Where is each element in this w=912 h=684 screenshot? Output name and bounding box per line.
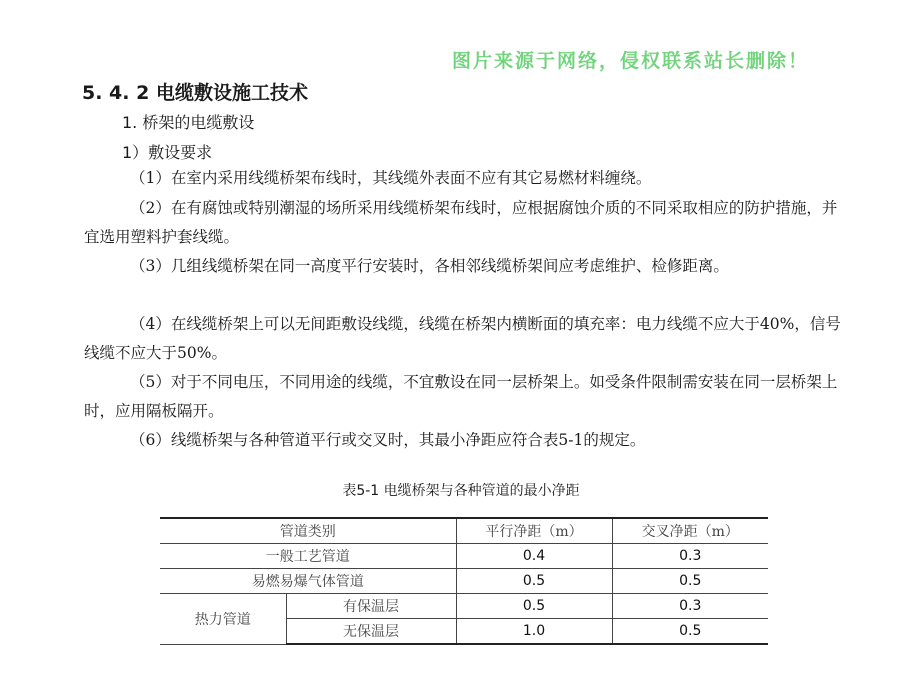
paragraph-3: （3）几组线缆桥架在同一高度平行安装时，各相邻线缆桥架间应考虑维护、检修距离。 bbox=[130, 257, 729, 275]
row-cross: 0.3 bbox=[612, 594, 768, 619]
paragraph-4: （4）在线缆桥架上可以无间距敷设线缆，线缆在桥架内横断面的填充率：电力线缆不应大于40%，信号线缆不应大于50%。 bbox=[84, 315, 841, 362]
paragraph-6: （6）线缆桥架与各种管道平行或交叉时，其最小净距应符合表5-1的规定。 bbox=[130, 431, 646, 449]
row-parallel: 0.5 bbox=[456, 594, 612, 619]
row-category: 易燃易爆气体管道 bbox=[160, 569, 456, 594]
table-row bbox=[160, 569, 768, 594]
row-parallel: 1.0 bbox=[456, 619, 612, 645]
table-caption: 表5-1 电缆桥架与各种管道的最小净距 bbox=[342, 483, 580, 499]
header-parallel: 平行净距（m） bbox=[456, 518, 612, 544]
paragraph-5: （5）对于不同电压，不同用途的线缆，不宜敷设在同一层桥架上。如受条件限制需安装在同一层桥架上时，应用隔板隔开。 bbox=[84, 373, 838, 420]
paragraph-1: （1）在室内采用线缆桥架布线时，其线缆外表面不应有其它易燃材料缠绕。 bbox=[130, 169, 652, 187]
row-subcategory: 有保温层 bbox=[286, 594, 456, 619]
header-category: 管道类别 bbox=[160, 518, 456, 544]
table-row bbox=[160, 544, 768, 569]
row-subcategory: 无保温层 bbox=[286, 619, 456, 645]
requirements-heading: 1）敷设要求 bbox=[122, 143, 213, 162]
row-cross: 0.3 bbox=[612, 544, 768, 569]
paragraph-2: （2）在有腐蚀或特别潮湿的场所采用线缆桥架布线时，应根据腐蚀介质的不同采取相应的防护措施，并宜选用塑料护套线缆。 bbox=[84, 199, 838, 246]
row-parallel: 0.5 bbox=[456, 569, 612, 594]
heat-pipe-category: 热力管道 bbox=[160, 594, 286, 645]
table-row bbox=[160, 594, 768, 619]
watermark-text: 图片来源于网络，侵权联系站长删除！ bbox=[452, 50, 810, 72]
clearance-table bbox=[160, 517, 768, 645]
row-parallel: 0.4 bbox=[456, 544, 612, 569]
section-heading: 5. 4. 2 电缆敷设施工技术 bbox=[82, 82, 308, 104]
row-cross: 0.5 bbox=[612, 569, 768, 594]
header-cross: 交叉净距（m） bbox=[612, 518, 768, 544]
row-cross: 0.5 bbox=[612, 619, 768, 645]
table-header-row bbox=[160, 518, 768, 544]
subsection-heading: 1. 桥架的电缆敷设 bbox=[122, 113, 255, 132]
row-category: 一般工艺管道 bbox=[160, 544, 456, 569]
